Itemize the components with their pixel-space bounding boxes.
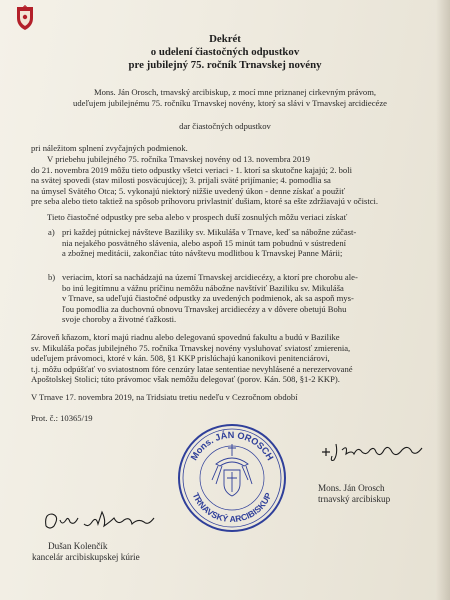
decree-title: Dekrét (209, 33, 241, 45)
list-item-a-line: pri každej pútnickej návšteve Baziliky sv. Mikuláša v Trnave, keď sa nábožne zúčast- (62, 227, 357, 237)
conditions-line: pri náležitom splnení zvyčajných podmienok. (31, 143, 188, 153)
paragraph-3-line: Apoštolskej Stolici; túto právomoc však nemôžu delegovať (porov. Kán. 508, §1-2 KKP). (31, 374, 340, 385)
chancellor-name: Dušan Kolenčík (48, 541, 108, 551)
intro-line-1: Mons. Ján Orosch, trnavský arcibiskup, z mocí mne priznanej cirkevným právom, (93, 87, 377, 97)
chancellor-handwritten-signature (40, 506, 160, 534)
archbishop-name: Mons. Ján Orosch (318, 483, 385, 493)
list-item-a-line: nia nejakého posvätného slávenia, alebo aspoň 15 minút tam pobudnú v sústredení (62, 237, 347, 248)
decree-subtitle-1: o udelení čiastočných odpustkov (150, 46, 300, 58)
paragraph-1-line: pre seba alebo tieto taktiež na spôsob príhovoru privlastniť dušiam, ktoré sa ešte zdržiavajú v očistci. (31, 196, 379, 207)
paper-edge-shadow (436, 0, 450, 600)
place-and-date: V Trnave 17. novembra 2019, na Tridsiatu tretiu nedeľu v Cezročnom období (31, 392, 298, 402)
list-item-b-line: v Trnave, sa udeľujú čiastočné odpustky za uvedených podmienok, ak sa aspoň mys- (62, 293, 354, 304)
intro-line-2: udeľujem jubilejnému 75. ročníku Trnavskej novény, ktorý sa slávi v Trnavskej arcidiecéze (73, 98, 387, 108)
grant-line: dar čiastočných odpustkov (179, 121, 271, 131)
paragraph-3 (31, 332, 435, 385)
stamp-text-bottom: TRNAVSKÝ ARCIBISKUP (190, 491, 274, 525)
list-item-b-line: bo inú legitímnu a vážnu príčinu nemôžu nábožne navštíviť Baziliku sv. Mikuláša (62, 282, 344, 293)
list-marker-b: b) (48, 272, 56, 282)
list-item-b-line: svoje choroby a životné ťažkosti. (62, 314, 177, 325)
paragraph-3-line: t.j. môžu odpúšťať vo sviatostnom fóre cenzúry latae sententiae nevyhlásené a nerezervované (31, 363, 353, 374)
chancellor-title: kancelár arcibiskupskej kúrie (32, 552, 140, 562)
archbishop-title: trnavský arcibiskup (318, 494, 391, 504)
protocol-number: Prot. č.: 10365/19 (31, 413, 93, 423)
stamp-text-top: Mons. JÁN OROSCH (188, 429, 276, 462)
list-item-a-line: a zbožnej meditácii, zakončiac túto návštevu modlitbou k Trnavskej Panne Márii; (62, 248, 343, 259)
paragraph-3-line: Zároveň kňazom, ktorí majú riadnu alebo delegovanú spovednú fakultu a budú v Bazilike (31, 332, 340, 342)
paragraph-3-line: udeľujem právomoci, ktoré v kán. 508, §1 KKP prislúchajú kanonikovi penitenciárovi, (31, 353, 330, 364)
paragraph-1-line: na úmysel Svätého Otca; 5. vykonajú niektorý nižšie uvedený úkon - denne získať a použiť (31, 185, 346, 196)
decree-subtitle-2: pre jubilejný 75. ročník Trnavskej novény (128, 59, 322, 71)
stamp-emblem-icon (212, 444, 252, 496)
paragraph-1-line: do 21. novembra 2019 môžu tieto odpustky všetci veriaci - 1. ktorí sa skutočne kajajú; 2. boli (31, 164, 353, 175)
paragraph-1-line: na svätej spovedi (stav milosti posväcujúcej); 3. prijali sväté prijímanie; 4. pomodlia sa (31, 175, 331, 186)
paragraph-1 (31, 154, 435, 207)
decree-heading (0, 33, 450, 72)
paragraph-2: Tieto čiastočné odpustky pre seba alebo v prospech duší zosnulých môžu veriaci získať (47, 212, 348, 222)
chancellor-signature-block (32, 506, 232, 563)
list-item-b (48, 272, 436, 325)
list-item-b-line: veriacim, ktorí sa nachádzajú na území Trnavskej arcidiecézy, a ktorí pre chorobu ale- (62, 272, 358, 282)
list-marker-a: a) (48, 227, 55, 237)
list-item-a (48, 227, 436, 259)
archdiocese-crest-icon (14, 4, 36, 32)
archbishop-signature-block (318, 438, 438, 505)
paragraph-1-line: V priebehu jubilejného 75. ročníka Trnavskej novény od 13. novembra 2019 (47, 154, 310, 164)
list-item-b-line: ľou pomodlia za duchovnú obnovu Trnavskej arcidiecézy a v dôvere obetujú Bohu (62, 303, 347, 314)
paragraph-3-line: sv. Mikuláša počas jubilejného 75. ročníka Trnavskej novény vysluhovať sviatosť zmierenia, (31, 342, 351, 353)
archbishop-handwritten-signature (318, 438, 428, 464)
